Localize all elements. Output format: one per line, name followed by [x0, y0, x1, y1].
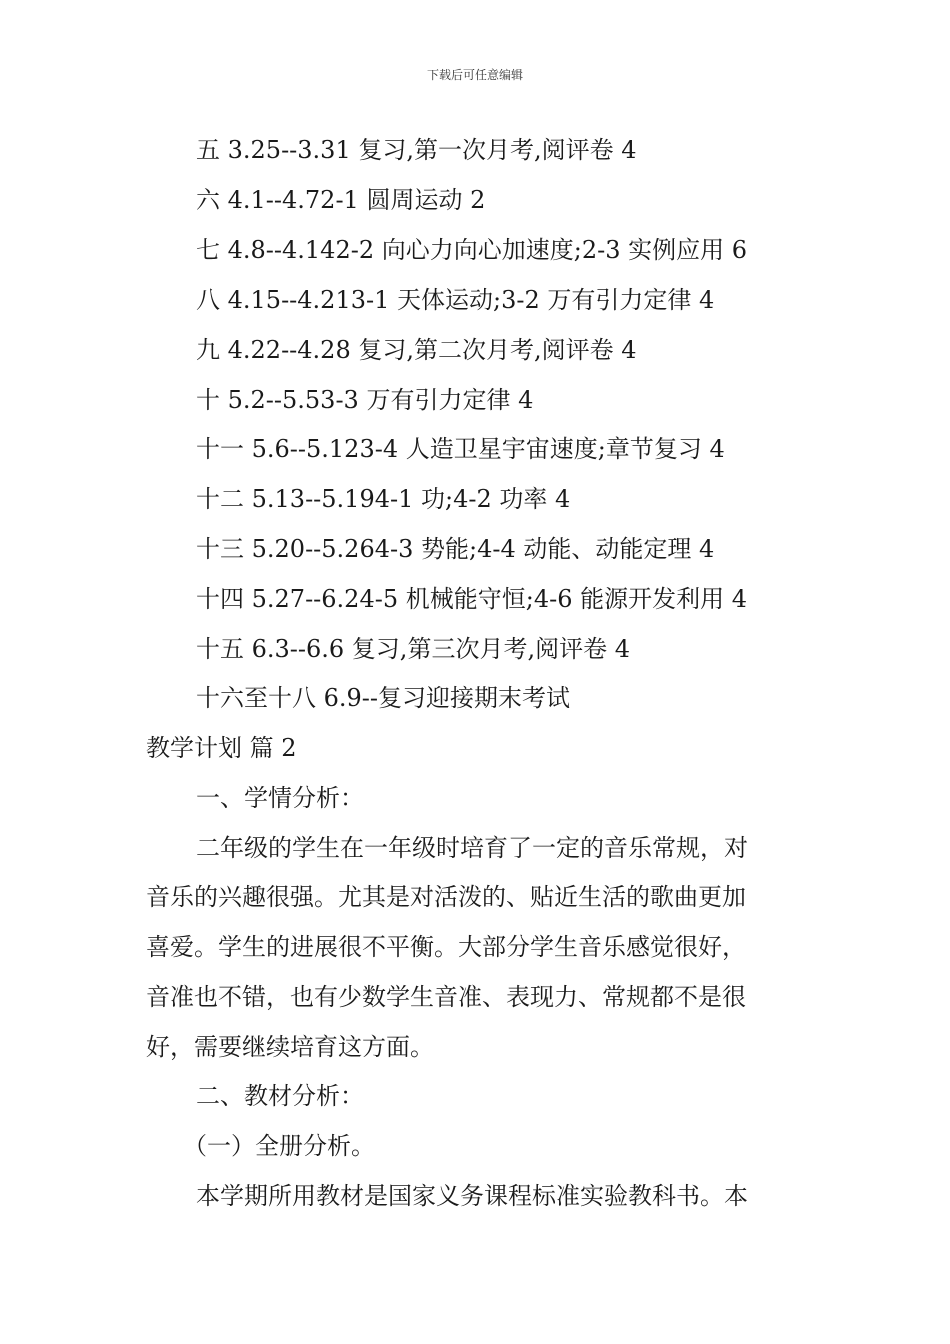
- section-title: 教学计划 篇 2: [146, 734, 297, 762]
- schedule-row: 十六至十八 6.9--复习迎接期末考试: [196, 684, 571, 712]
- schedule-row: 十三 5.20--5.264-3 势能;4-4 动能、动能定理 4: [196, 535, 715, 563]
- part1-paragraph-line: 二年级的学生在一年级时培育了一定的音乐常规，对: [196, 834, 748, 862]
- schedule-row: 十一 5.6--5.123-4 人造卫星宇宙速度;章节复习 4: [196, 435, 725, 463]
- part1-heading: 一、学情分析：: [196, 784, 364, 812]
- schedule-row: 十四 5.27--6.24-5 机械能守恒;4-6 能源开发利用 4: [196, 585, 747, 613]
- schedule-row: 八 4.15--4.213-1 天体运动;3-2 万有引力定律 4: [196, 286, 715, 314]
- part1-paragraph-line: 音准也不错，也有少数学生音准、表现力、常规都不是很: [146, 983, 746, 1011]
- schedule-row: 十二 5.13--5.194-1 功;4-2 功率 4: [196, 485, 571, 513]
- part2-heading: 二、教材分析：: [196, 1082, 364, 1110]
- schedule-row: 七 4.8--4.142-2 向心力向心加速度;2-3 实例应用 6: [196, 236, 747, 264]
- part1-paragraph-line: 音乐的兴趣很强。尤其是对活泼的、贴近生活的歌曲更加: [146, 883, 746, 911]
- schedule-row: 九 4.22--4.28 复习,第二次月考,阅评卷 4: [196, 336, 637, 364]
- schedule-row: 十五 6.3--6.6 复习,第三次月考,阅评卷 4: [196, 635, 630, 663]
- schedule-row: 六 4.1--4.72-1 圆周运动 2: [196, 186, 486, 214]
- schedule-row: 五 3.25--3.31 复习,第一次月考,阅评卷 4: [196, 136, 637, 164]
- schedule-row: 十 5.2--5.53-3 万有引力定律 4: [196, 386, 534, 414]
- part1-paragraph-line: 喜爱。学生的进展很不平衡。大部分学生音乐感觉很好，: [146, 933, 746, 961]
- part2-subheading: （一）全册分析。: [183, 1132, 375, 1160]
- part2-paragraph-line: 本学期所用教材是国家义务课程标准实验教科书。本: [196, 1182, 748, 1210]
- part1-paragraph-line: 好，需要继续培育这方面。: [146, 1033, 434, 1061]
- page-header-note: 下载后可任意编辑: [426, 68, 523, 82]
